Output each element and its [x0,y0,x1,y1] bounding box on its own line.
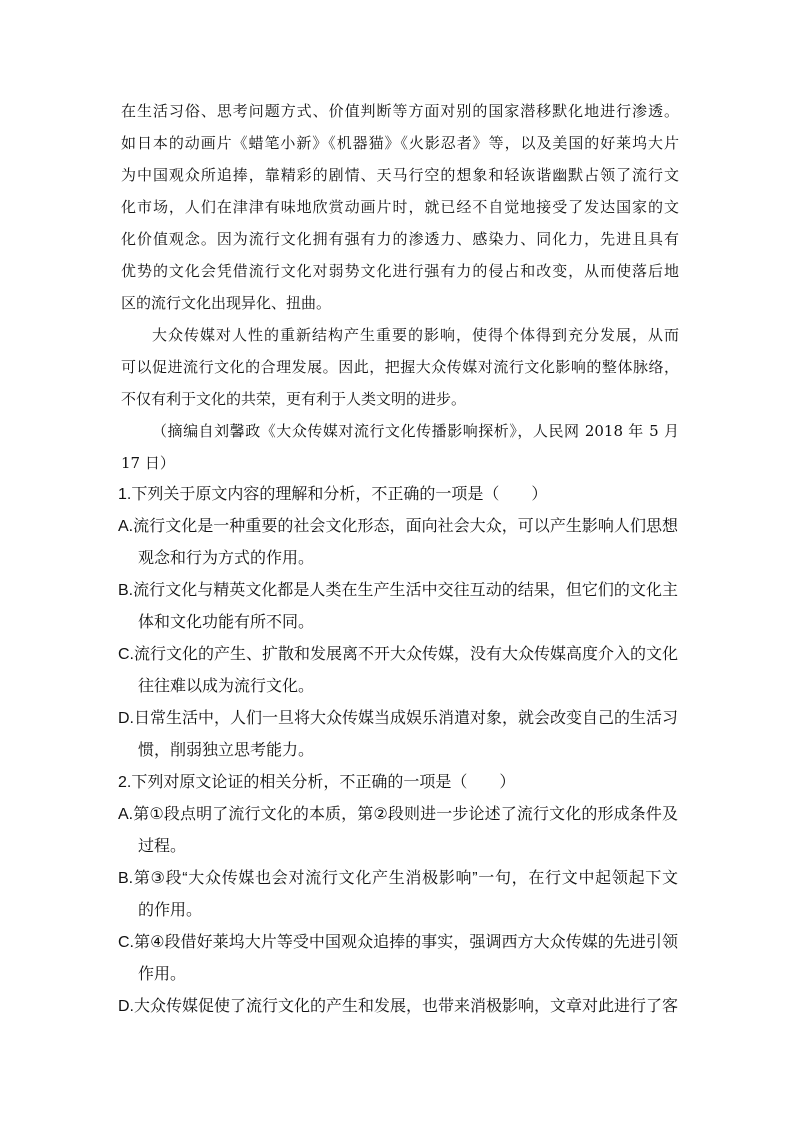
option-c-continued: 往往难以成为流行文化。 [138,678,315,695]
option-b-continued: 的作用。 [138,902,203,919]
text-line: 大众传媒对人性的重新结构产生重要的影响，使得个体得到充分发展，从而 [152,326,679,344]
text-line: 为中国观众所追捧，靠精彩的剧情、天马行空的想象和轻诙谐幽默占领了流行文 [121,166,679,184]
option-b: B.第③段“大众传媒也会对流行文化产生消极影响”一句，在行文中起领起下文 [118,870,678,887]
text-line: 区的流行文化出现异化、扭曲。 [121,294,332,312]
text-line: 17 日） [121,454,175,472]
text-line: （摘编自刘馨政《大众传媒对流行文化传播影响探析》，人民网 2018 年 5 月 [152,422,679,440]
option-d: D.大众传媒促使了流行文化的产生和发展，也带来消极影响，文章对此进行了客 [118,998,679,1015]
option-d-continued: 惯，削弱独立思考能力。 [138,742,315,759]
text-line: 在生活习俗、思考问题方式、价值判断等方面对别的国家潜移默化地进行渗透。 [121,102,679,120]
option-c-continued: 作用。 [138,966,187,983]
text-line: 化市场，人们在津津有味地欣赏动画片时，就已经不自觉地接受了发达国家的文 [121,198,679,216]
text-line: 如日本的动画片《蜡笔小新》《机器猫》《火影忍者》等，以及美国的好莱坞大片 [121,134,679,152]
text-line: 优势的文化会凭借流行文化对弱势文化进行强有力的侵占和改变，从而使落后地 [121,262,679,280]
option-c: C.流行文化的产生、扩散和发展离不开大众传媒，没有大众传媒高度介入的文化 [118,646,679,663]
option-b-continued: 体和文化功能有所不同。 [138,614,315,631]
option-a-continued: 过程。 [138,838,187,855]
option-a: A.第①段点明了流行文化的本质，第②段则进一步论述了流行文化的形成条件及 [118,806,678,823]
option-c: C.第④段借好莱坞大片等受中国观众追捧的事实，强调西方大众传媒的先进引领 [118,934,678,951]
option-a: A.流行文化是一种重要的社会文化形态，面向社会大众，可以产生影响人们思想 [118,518,678,535]
text-line: 可以促进流行文化的合理发展。因此，把握大众传媒对流行文化影响的整体脉络， [121,358,679,376]
text-line: 不仅有利于文化的共荣，更有利于人类文明的进步。 [121,390,467,408]
option-b: B.流行文化与精英文化都是人类在生产生活中交往互动的结果，但它们的文化主 [118,582,678,599]
text-line: 化价值观念。因为流行文化拥有强有力的渗透力、感染力、同化力，先进且具有 [121,230,679,248]
option-a-continued: 观念和行为方式的作用。 [138,550,315,567]
question-stem: 1.下列关于原文内容的理解和分析，不正确的一项是（ ） [118,486,548,503]
option-d: D.日常生活中，人们一旦将大众传媒当成娱乐消遣对象，就会改变自己的生活习 [118,710,679,727]
question-stem: 2.下列对原文论证的相关分析，不正确的一项是（ ） [118,774,516,791]
